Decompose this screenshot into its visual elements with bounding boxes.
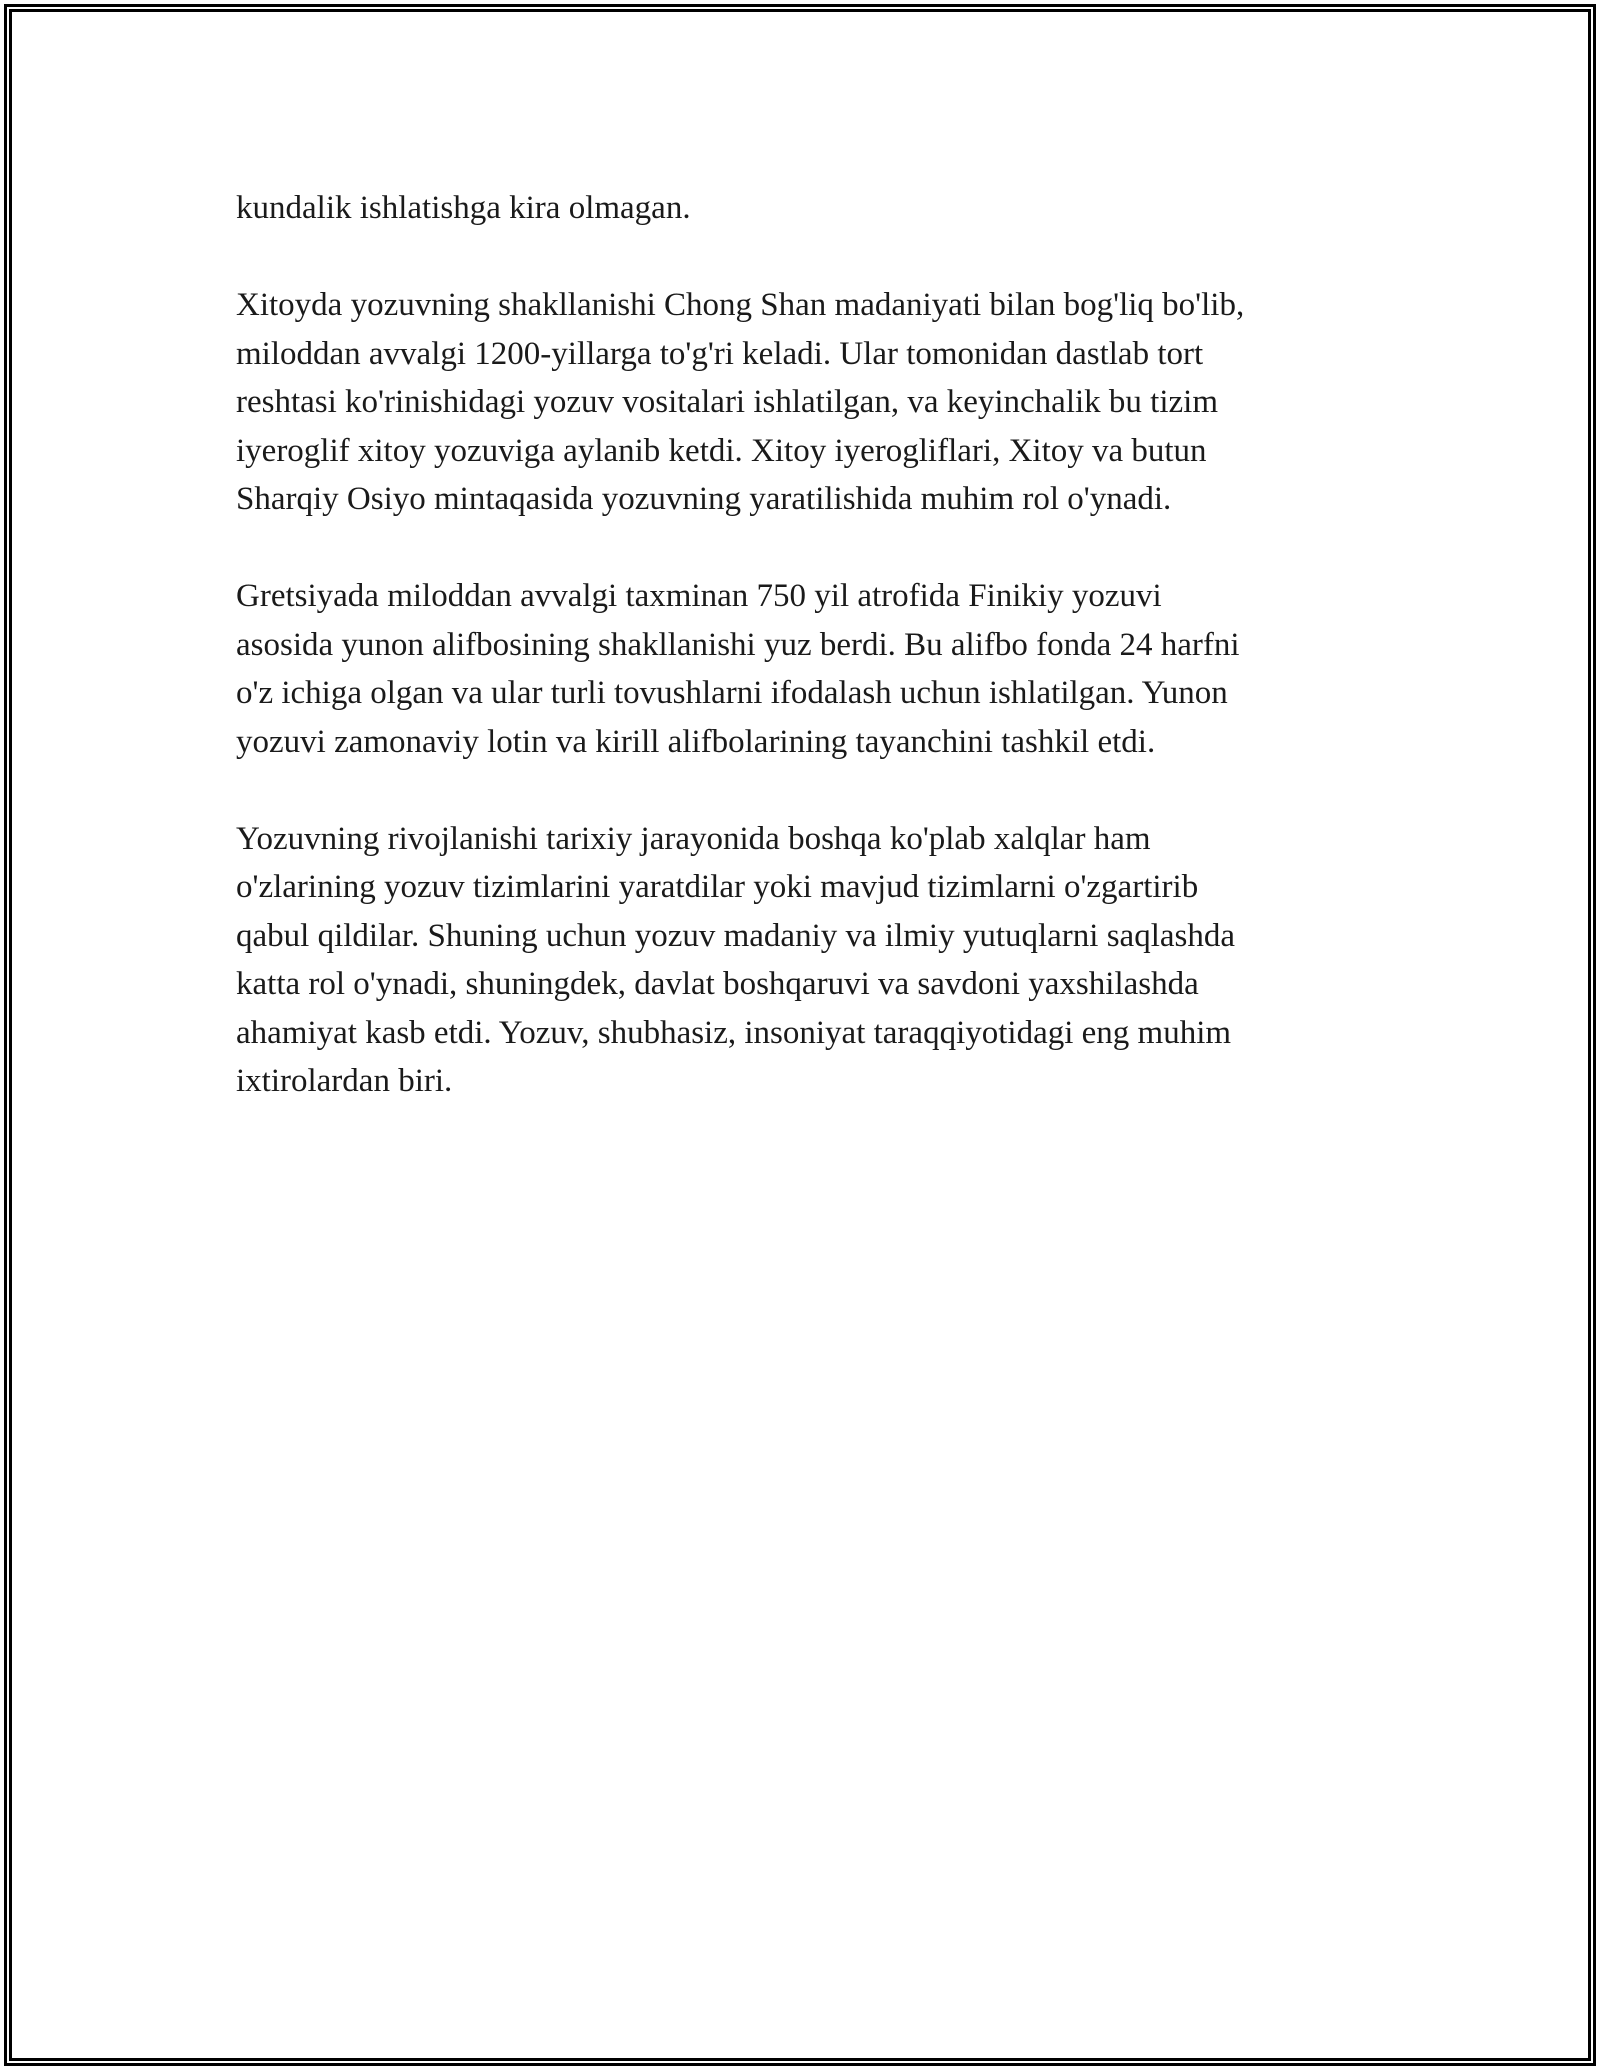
paragraph-continuation: kundalik ishlatishga kira olmagan. <box>236 190 691 226</box>
paragraph-writing-development: Yozuvning rivojlanishi tarixiy jarayonida boshqa ko'plab xalqlar ham o'zlarining yozuv tizimlarini yaratdilar yoki mavjud tizimlarni o'zgartirib qabul qildilar. Shuning uchun yozuv madaniy va ilmiy yutuqlarni saqlashda katta rol o'ynadi, shuningdek, davlat boshqaruvi va savdoni yaxshilashda ahamiyat kasb etdi. Yozuv, shubhasiz, insoniyat taraqqiyotidagi eng muhim ixtirolardan biri. <box>236 820 1236 1099</box>
paragraph-greek-alphabet: Gretsiyada miloddan avvalgi taxminan 750 yil atrofida Finikiy yozuvi asosida yunon alifbosining shakllanishi yuz berdi. Bu alifbo fonda 24 harfni o'z ichiga olgan va ular turli tovushlarni ifodalash uchun ishlatilgan. Yunon yozuvi zamonaviy lotin va kirill alifbolarining tayanchini tashkil etdi. <box>236 578 1240 760</box>
document-body <box>236 184 1366 1154</box>
paragraph-china-writing: Xitoyda yozuvning shakllanishi Chong Shan madaniyati bilan bog'liq bo'lib, miloddan avvalgi 1200-yillarga to'g'ri keladi. Ular tomonidan dastlab tort reshtasi ko'rinishidagi yozuv vositalari ishlatilgan, va keyinchalik bu tizim iyeroglif xitoy yozuviga aylanib ketdi. Xitoy iyerogliflari, Xitoy va butun Sharqiy Osiyo mintaqasida yozuvning yaratilishida muhim rol o'ynadi. <box>236 287 1245 517</box>
